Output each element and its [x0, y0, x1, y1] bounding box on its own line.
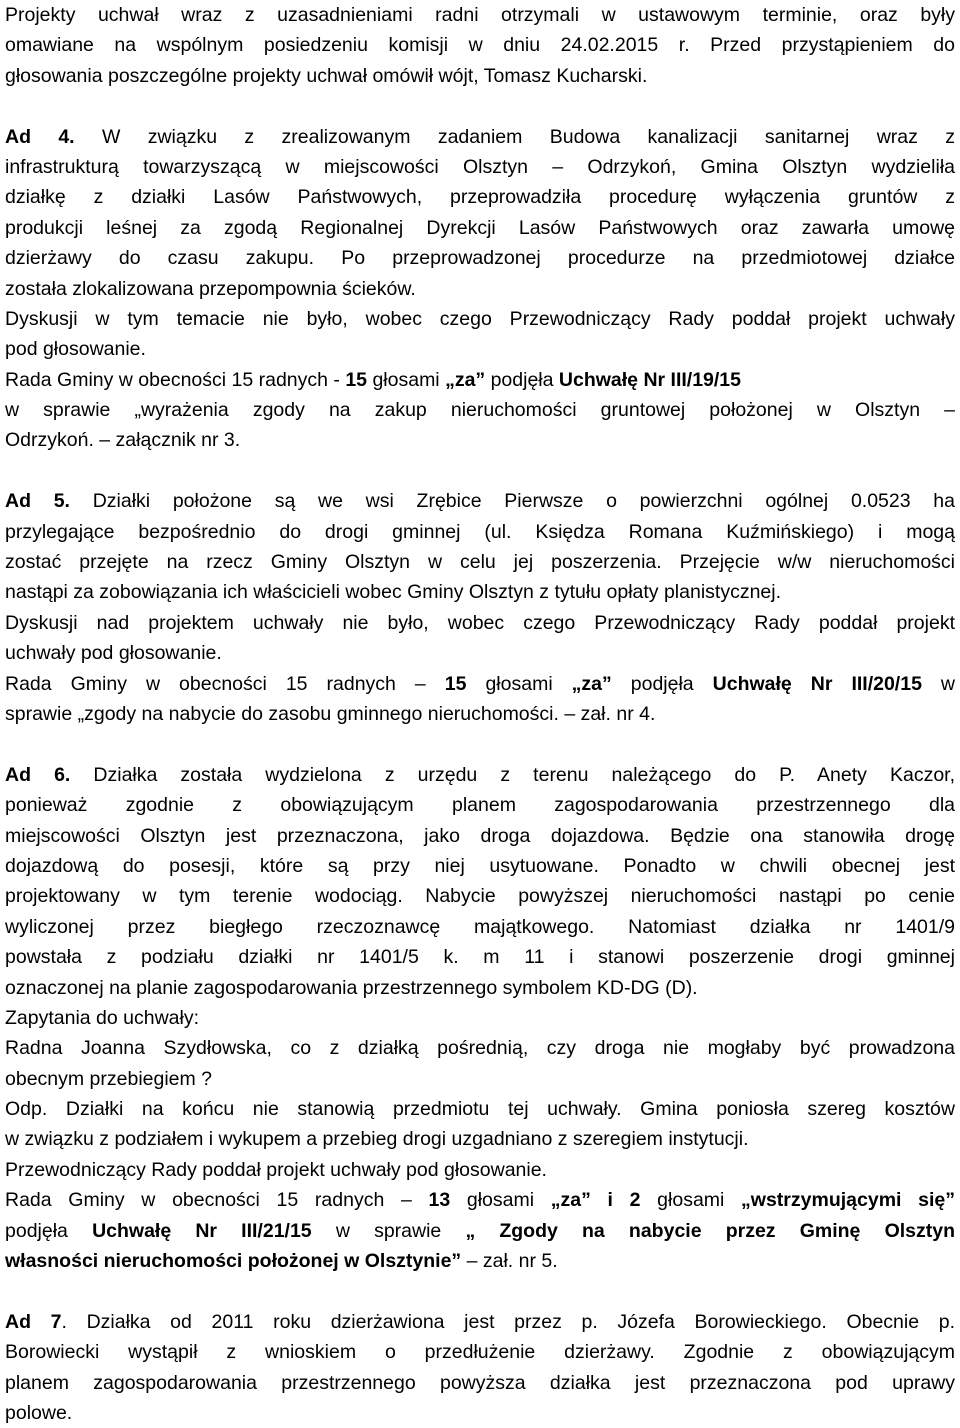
ad4-first-line: [5, 122, 955, 152]
vote-count: 15: [444, 672, 467, 695]
ad4-attachment-line: Odrzykoń. – załącznik nr 3.: [5, 429, 241, 452]
ad5-vote-line: [5, 669, 955, 699]
ad6-section: [5, 760, 955, 1277]
ad4-line: działkę z działki Lasów Państwowych, przeprowadziła procedurę wyłączenia gruntów z: [5, 186, 955, 209]
resolution-subject: „ Zgody na nabycie przez Gminę Olsztyn: [465, 1219, 956, 1242]
paragraph-gap: [5, 729, 955, 759]
vote-text: w sprawie: [311, 1219, 466, 1242]
ad5-heading: Ad 5.: [5, 490, 70, 513]
ad7-first-line: [5, 1307, 955, 1337]
ad6-line: miejscowości Olsztyn jest przeznaczona, jako droga dojazdowa. Będzie ona stanowiła drogę: [5, 824, 955, 847]
ad5-subject-line: sprawie „zgody na nabycie do zasobu gminnego nieruchomości. – zał. nr 4.: [5, 702, 656, 725]
vote-text: – zał. nr 5.: [461, 1250, 558, 1273]
vote-text: głosami: [367, 368, 446, 391]
ad4-line: produkcji leśnej za zgodą Regionalnej Dyrekcji Lasów Państwowych oraz zawarła umowę: [5, 216, 955, 239]
vote-abstain: „wstrzymującymi się”: [741, 1189, 955, 1212]
document-page: [5, 0, 955, 1428]
ad4-line: została zlokalizowana przepompownia ścieków.: [5, 277, 416, 300]
resolution-subject: własności nieruchomości położonej w Olsztynie”: [5, 1250, 462, 1273]
vote-for: „za”: [550, 1189, 591, 1212]
paragraph-gap: [5, 91, 955, 121]
ad5-line: przylegające bezpośrednio do drogi gminnej (ul. Księdza Romana Kuźmińskiego) i mogą: [5, 520, 955, 543]
ad7-section: [5, 1307, 955, 1428]
intro-line: głosowania poszczególne projekty uchwał omówił wójt, Tomasz Kucharski.: [5, 64, 648, 87]
vote-text: podjęła: [611, 672, 713, 695]
intro-paragraph: [5, 0, 955, 91]
ad4-heading: Ad 4.: [5, 125, 75, 148]
ad4-line: pod głosowanie.: [5, 338, 146, 361]
ad5-line: Dyskusji nad projektem uchwały nie było, wobec czego Przewodniczący Rady poddał projekt: [5, 611, 955, 634]
ad6-vote-line: [5, 1185, 955, 1215]
ad6-line: Przewodniczący Rady poddał projekt uchwały pod głosowanie.: [5, 1158, 547, 1181]
ad6-line: powstała z podziału działki nr 1401/5 k. m 11 i stanowi poszerzenie drogi gminnej: [5, 946, 955, 969]
ad6-line: wyliczonej przez biegłego rzeczoznawcę majątkowego. Natomiast działka nr 1401/9: [5, 915, 955, 938]
resolution-number: Uchwałę Nr III/21/15: [92, 1219, 312, 1242]
ad6-line: dojazdową do posesji, które są przy niej usytuowane. Ponadto w chwili obecnej jest: [5, 854, 955, 877]
paragraph-gap: [5, 1276, 955, 1306]
ad6-line: ponieważ zgodnie z obowiązującym planem zagospodarowania przestrzennego dla: [5, 794, 955, 817]
intro-line: omawiane na wspólnym posiedzeniu komisji w dniu 24.02.2015 r. Przed przystąpieniem do: [5, 34, 955, 57]
ad4-text: W związku z zrealizowanym zadaniem Budowa kanalizacji sanitarnej wraz z: [101, 125, 955, 148]
ad5-line: zostać przejęte na rzecz Gminy Olsztyn w celu jej poszerzenia. Przejęcie w/w nieruchomości: [5, 551, 955, 574]
ad4-line: Dyskusji w tym temacie nie było, wobec czego Przewodniczący Rady poddał projekt uchwały: [5, 307, 955, 330]
paragraph-gap: [5, 456, 955, 486]
ad6-heading: Ad 6.: [5, 763, 71, 786]
ad5-line: nastąpi za zobowiązania ich właścicieli wobec Gminy Olsztyn z tytułu opłaty planistycznej.: [5, 581, 782, 604]
vote-text: w: [921, 672, 956, 695]
vote-text: podjęła: [5, 1219, 93, 1242]
resolution-number: Uchwałę Nr III/19/15: [558, 368, 741, 391]
ad4-line: dzierżawy do czasu zakupu. Po przeprowadzonej procedurze na przedmiotowej działce: [5, 247, 955, 270]
ad7-line: planem zagospodarowania przestrzennego powyższa działka jest przeznaczona pod uprawy: [5, 1371, 955, 1394]
ad7-heading: Ad 7: [5, 1310, 62, 1333]
vote-text: Rada Gminy w obecności 15 radnych –: [5, 672, 445, 695]
ad4-vote-line: [5, 365, 955, 395]
ad5-text: Działki położone są we wsi Zrębice Pierwsze o powierzchni ogólnej 0.0523 ha: [92, 490, 955, 513]
vote-count: 13: [428, 1189, 451, 1212]
vote-for: „za”: [445, 368, 486, 391]
ad7-line: Borowiecki wystąpił z wnioskiem o przedłużenie dzierżawy. Zgodnie z obowiązującym: [5, 1341, 955, 1364]
vote-text: głosami: [640, 1189, 742, 1212]
ad7-line: polowe.: [5, 1401, 73, 1424]
vote-for: „za”: [571, 672, 612, 695]
ad6-resolution-line: [5, 1216, 955, 1246]
intro-line: Projekty uchwał wraz z uzasadnieniami radni otrzymali w ustawowym terminie, oraz były: [5, 4, 955, 26]
ad5-section: [5, 486, 955, 729]
ad6-line: Zapytania do uchwały:: [5, 1006, 200, 1029]
ad6-line: projektowany w tym terenie wodociąg. Nabycie powyższej nieruchomości nastąpi po cenie: [5, 885, 955, 908]
ad5-first-line: [5, 486, 955, 516]
ad4-section: [5, 122, 955, 456]
ad5-line: uchwały pod głosowanie.: [5, 642, 222, 665]
ad4-line: infrastrukturą towarzyszącą w miejscowości Olsztyn – Odrzykoń, Gmina Olsztyn wydzieliła: [5, 155, 955, 178]
vote-text: Rada Gminy w obecności 15 radnych –: [5, 1189, 429, 1212]
ad6-line: w związku z podziałem i wykupem a przebieg drogi uzgadniano z szeregiem instytucji.: [5, 1128, 749, 1151]
ad6-line: oznaczonej na planie zagospodarowania przestrzennego symbolem KD-DG (D).: [5, 976, 698, 999]
vote-text: głosami: [466, 672, 572, 695]
ad6-line: Radna Joanna Szydłowska, co z działką pośrednią, czy droga nie mogłaby być prowadzona: [5, 1037, 955, 1060]
vote-text: podjęła: [485, 368, 559, 391]
ad4-subject-line: w sprawie „wyrażenia zgody na zakup nieruchomości gruntowej położonej w Olsztyn –: [5, 399, 955, 422]
ad7-text: . Działka od 2011 roku dzierżawiona jest przez p. Józefa Borowieckiego. Obecnie p.: [61, 1310, 955, 1333]
ad6-line: obecnym przebiegiem ?: [5, 1067, 213, 1090]
vote-count: 2: [629, 1189, 641, 1212]
ad6-text: Działka została wydzielona z urzędu z terenu należącego do P. Anety Kaczor,: [93, 763, 955, 786]
resolution-number: Uchwałę Nr III/20/15: [712, 672, 922, 695]
ad6-first-line: [5, 760, 955, 790]
ad6-line: Odp. Działki na końcu nie stanowią przedmiotu tej uchwały. Gmina poniosła szereg kosztów: [5, 1098, 955, 1121]
vote-text: Rada Gminy w obecności 15 radnych -: [5, 368, 346, 391]
vote-count: 15: [345, 368, 368, 391]
vote-text: głosami: [450, 1189, 551, 1212]
ad6-attachment-line: [5, 1246, 955, 1276]
vote-text: i: [590, 1189, 630, 1212]
